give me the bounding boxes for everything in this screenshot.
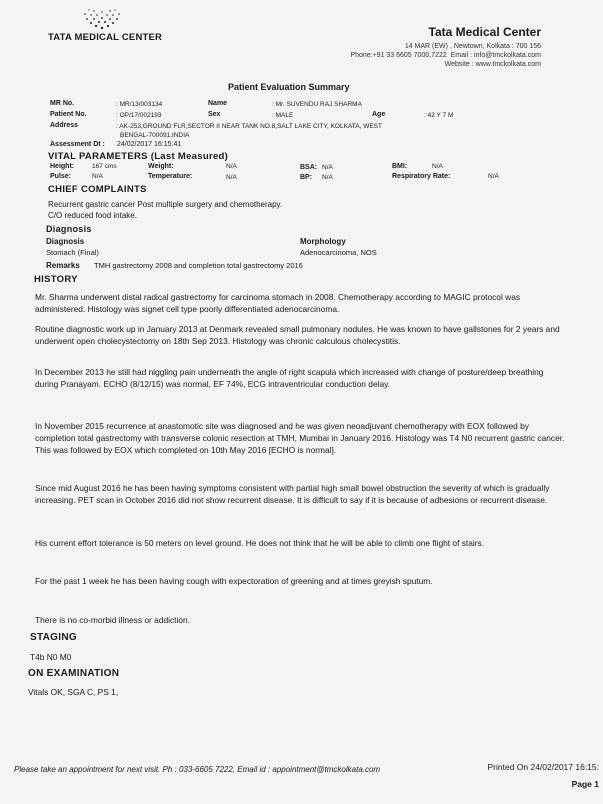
- weight-label: Weight:: [148, 163, 174, 170]
- history-heading: HISTORY: [34, 274, 78, 285]
- staging-heading: STAGING: [30, 632, 77, 643]
- morphology-value: Adenocarcinoma, NOS: [300, 248, 377, 257]
- mr-value: : MR/13/003134: [116, 101, 163, 108]
- height-label: Height:: [50, 163, 75, 170]
- history-paragraph: Mr. Sharma underwent distal radical gastrectomy for carcinoma stomach in 2008. Chemotherapy according to MAGIC protocol was administered. Histology was signet cell type poorly differentiated adenocarcinoma.: [35, 292, 521, 314]
- bmi-label: BMI:: [392, 163, 408, 170]
- name-label: Name: [208, 100, 228, 107]
- tmc-logo-icon: [82, 6, 122, 30]
- bsa-value: N/A: [322, 164, 333, 171]
- history-paragraph: In December 2013 he still had niggling pain underneath the angle of right scapula which increased with change of posture/deep breathing during Pranayam. ECHO (8/12/15) was normal, EF 74%, ECG intraventricular conduction delay.: [35, 367, 544, 389]
- bsa-label: BSA:: [300, 164, 318, 171]
- history-paragraph: There is no co-morbid illness or addiction.: [35, 615, 191, 625]
- remarks-label: Remarks: [46, 261, 80, 270]
- website: Website : www.tmckolkata.com: [444, 61, 541, 68]
- bmi-value: N/A: [432, 163, 443, 170]
- phone-email: [350, 51, 541, 60]
- diagnosis-value: Stomach (Final): [46, 248, 99, 257]
- page-number: Page 1: [571, 779, 599, 789]
- mr-label: MR No.: [50, 100, 75, 107]
- assessment-label: Assessment Dt :: [50, 141, 105, 148]
- respiratory-label: Respiratory Rate:: [392, 173, 451, 180]
- patient-no-label: Patient No.: [50, 111, 87, 118]
- history-paragraph: Since mid August 2016 he has been having symptoms consistent with partial high small bowel obstruction the severity of which is gradually increasing. PET scan in October 2016 did not show recurrent disease. It is difficult to say if it is because of adhesions or recurrent disease.: [35, 483, 550, 505]
- staging-value: T4b N0 M0: [30, 652, 72, 662]
- remarks-value: TMH gastrectomy 2008 and completion total gastrectomy 2016: [94, 261, 303, 270]
- morphology-col-header: Morphology: [300, 237, 346, 246]
- bp-label: BP:: [300, 174, 313, 181]
- printed-on: Printed On 24/02/2017 16:15:: [487, 762, 599, 772]
- history-paragraph: Routine diagnostic work up in January 2013 at Denmark revealed small pulmonary nodules. He was known to have gallstones for 2 years and underwent open cholecystectomy on 18th Sep 2013. Histology was chronic calculous cholecystitis.: [35, 324, 560, 346]
- hospital-name: Tata Medical Center: [428, 25, 541, 39]
- bp-value: N/A: [322, 174, 333, 181]
- age-label: Age: [372, 111, 386, 118]
- diagnosis-col-header: Diagnosis: [46, 237, 85, 246]
- pulse-value: N/A: [92, 173, 103, 180]
- email: Email : info@tmckolkata.com: [450, 52, 541, 59]
- phone: Phone:+91 33 6605 7000,7222: [350, 52, 447, 59]
- address-line: 14 MAR (EW) , Newtown, Kolkata : 700 156: [404, 43, 541, 50]
- height-value: 167 cms: [92, 163, 117, 170]
- page-title: Patient Evaluation Summary: [228, 82, 350, 92]
- respiratory-value: N/A: [488, 173, 499, 180]
- pulse-label: Pulse:: [50, 173, 72, 180]
- address-value-2: BENGAL-700091,INDIA: [120, 132, 190, 139]
- weight-value: N/A: [226, 163, 237, 170]
- age-value: : 42 Y 7 M: [424, 112, 454, 119]
- history-paragraph: His current effort tolerance is 50 meters on level ground. He does not think that he will be able to climb one flight of stairs.: [35, 538, 485, 548]
- sex-value: : MALE: [272, 112, 294, 119]
- history-paragraph: For the past 1 week he has been having cough with expectoration of greening and at times greyish sputum.: [35, 576, 433, 586]
- complaint-line-2: C/O reduced food intake.: [48, 211, 137, 220]
- examination-heading: ON EXAMINATION: [28, 668, 120, 679]
- complaint-line-1: Recurrent gastric cancer Post multiple surgery and chemotherapy.: [48, 200, 283, 209]
- complaints-heading: CHIEF COMPLAINTS: [48, 184, 147, 195]
- sex-label: Sex: [208, 111, 221, 118]
- patient-no-value: : OP/17/002193: [116, 112, 162, 119]
- hospital-address: [350, 42, 541, 69]
- examination-value: Vitals OK, SGA C, PS 1,: [28, 687, 119, 697]
- logo-text: TATA MEDICAL CENTER: [48, 32, 163, 43]
- address-label: Address: [50, 122, 79, 129]
- name-value: : Mr. SUVENDU RAJ SHARMA: [272, 101, 362, 108]
- diagnosis-heading: Diagnosis: [46, 224, 92, 234]
- vitals-heading: VITAL PARAMETERS (Last Measured): [48, 151, 229, 162]
- appointment-note: Please take an appointment for next visit. Ph : 033-6605 7222, Email id : appointment@tmckolkata.com: [14, 765, 381, 774]
- temperature-value: N/A: [226, 174, 237, 181]
- temperature-label: Temperature:: [148, 173, 193, 180]
- address-value-1: : AK-253,GROUND FLR,SECTOR II NEAR TANK NO.8,SALT LAKE CITY, KOLKATA, WEST: [116, 123, 382, 130]
- assessment-value: 24/02/2017 16:15:41: [117, 141, 182, 148]
- history-paragraph: In November 2015 recurrence at anastomotic site was diagnosed and he was given neoadjuvant chemotherapy with EOX followed by completion total gastrectomy with transverse colonic resection at TMH, Mumbai in January 2016. Histology was T4 N0 recurrent gastric cancer. This was followed by EOX which completed on 10th May 2016 [ECHO is normal].: [35, 421, 565, 455]
